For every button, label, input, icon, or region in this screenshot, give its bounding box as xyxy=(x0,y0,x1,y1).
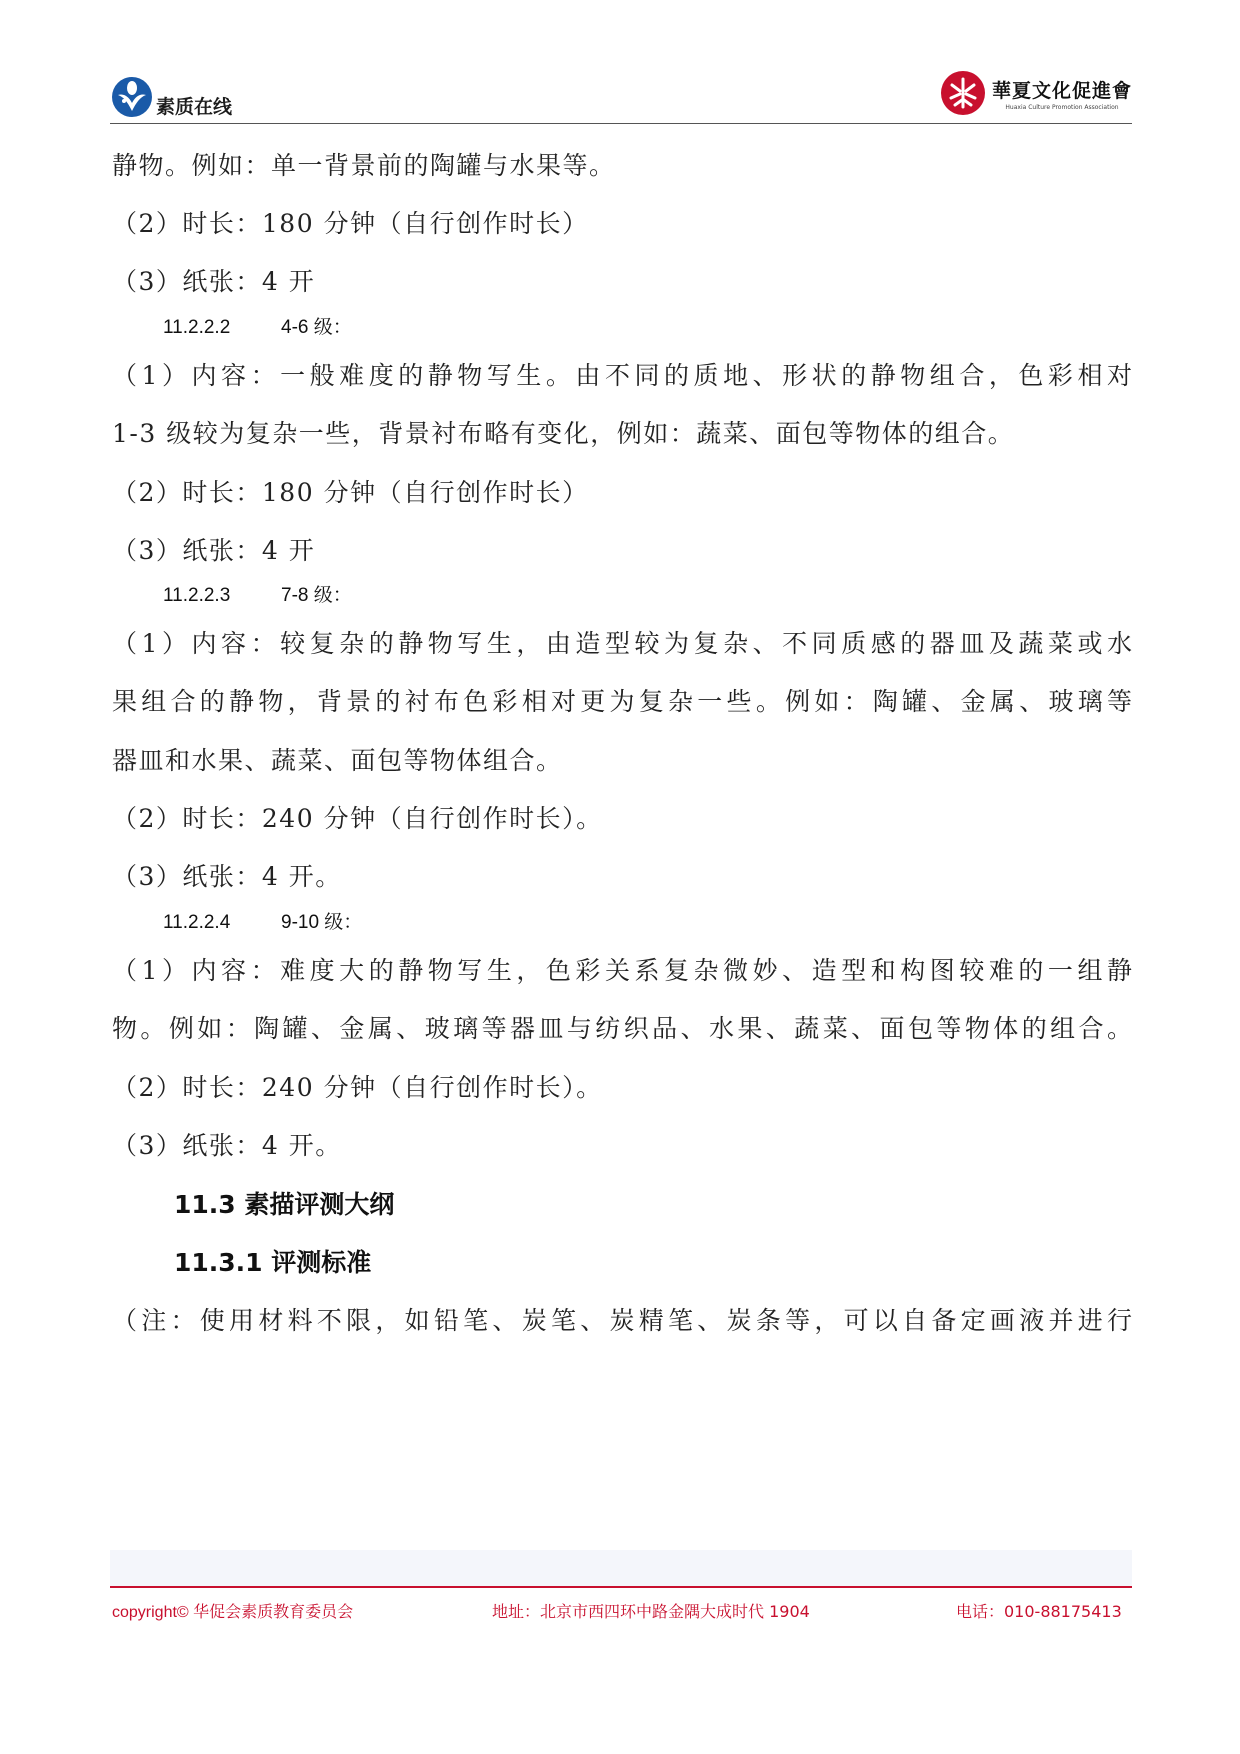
body-line: 器皿和水果、蔬菜、面包等物体组合。 xyxy=(112,746,563,775)
footer-address: 地址：北京市西四环中路金隅大成时代 1904 xyxy=(492,1602,810,1621)
body-line: （3）纸张：4 开。 xyxy=(112,862,342,891)
subsection-number: 11.2.2.4 xyxy=(163,912,231,933)
subsection-heading-bold: 11.3.1 评测标准 xyxy=(174,1248,372,1277)
subsection-number: 11.2.2.3 xyxy=(163,585,231,606)
brand-name: 素质在线 xyxy=(156,96,233,118)
body-line: （3）纸张：4 开。 xyxy=(112,1131,342,1160)
body-line: 1-3 级较为复杂一些，背景衬布略有变化，例如：蔬菜、面包等物体的组合。 xyxy=(112,419,1015,448)
body-line: （2）时长：180 分钟（自行创作时长） xyxy=(112,478,589,507)
header-divider xyxy=(110,123,1132,124)
org-name-cn: 華夏文化促進會 xyxy=(991,79,1132,102)
footer-band xyxy=(110,1550,1132,1586)
page-header xyxy=(110,70,1132,122)
body-line: （注：使用材料不限，如铅笔、炭笔、炭精笔、炭条等，可以自备定画液并进行 xyxy=(112,1306,1132,1335)
footer-phone: 电话：010-88175413 xyxy=(956,1602,1122,1621)
subsection-heading xyxy=(163,907,362,934)
body-line: （1）内容：难度大的静物写生，色彩关系复杂微妙、造型和构图较难的一组静 xyxy=(112,956,1132,985)
body-line: 果组合的静物，背景的衬布色彩相对更为复杂一些。例如：陶罐、金属、玻璃等 xyxy=(112,687,1132,716)
body-line: 物。例如：陶罐、金属、玻璃等器皿与纺织品、水果、蔬菜、面包等物体的组合。 xyxy=(112,1014,1132,1043)
body-line: （2）时长：240 分钟（自行创作时长）。 xyxy=(112,804,603,833)
body-line: （3）纸张：4 开 xyxy=(112,267,316,296)
suzhi-logo-mark-icon xyxy=(110,75,154,119)
subsection-heading xyxy=(163,580,352,607)
huaxia-seal-icon xyxy=(940,70,986,116)
suzhi-online-logo xyxy=(110,74,232,119)
huaxia-logo xyxy=(940,70,1132,116)
body-line: （1）内容：较复杂的静物写生，由造型较为复杂、不同质感的器皿及蔬菜或水 xyxy=(112,629,1132,658)
footer-divider xyxy=(110,1586,1132,1588)
subsection-label: 7-8 级： xyxy=(281,585,352,606)
subsection-label: 4-6 级： xyxy=(281,317,352,338)
org-name-en: Huaxia Culture Promotion Association xyxy=(1005,103,1119,111)
body-line: （2）时长：180 分钟（自行创作时长） xyxy=(112,209,589,238)
subsection-number: 11.2.2.2 xyxy=(163,317,231,338)
body-line: （2）时长：240 分钟（自行创作时长）。 xyxy=(112,1073,603,1102)
footer-copyright: copyright© 华促会素质教育委员会 xyxy=(112,1604,354,1621)
body-line: （1）内容：一般难度的静物写生。由不同的质地、形状的静物组合，色彩相对 xyxy=(112,361,1132,390)
subsection-label: 9-10 级： xyxy=(281,912,363,933)
subsection-heading xyxy=(163,312,352,339)
body-line: （3）纸张：4 开 xyxy=(112,536,316,565)
body-line: 静物。例如：单一背景前的陶罐与水果等。 xyxy=(112,151,616,180)
section-heading: 11.3 素描评测大纲 xyxy=(174,1190,395,1219)
